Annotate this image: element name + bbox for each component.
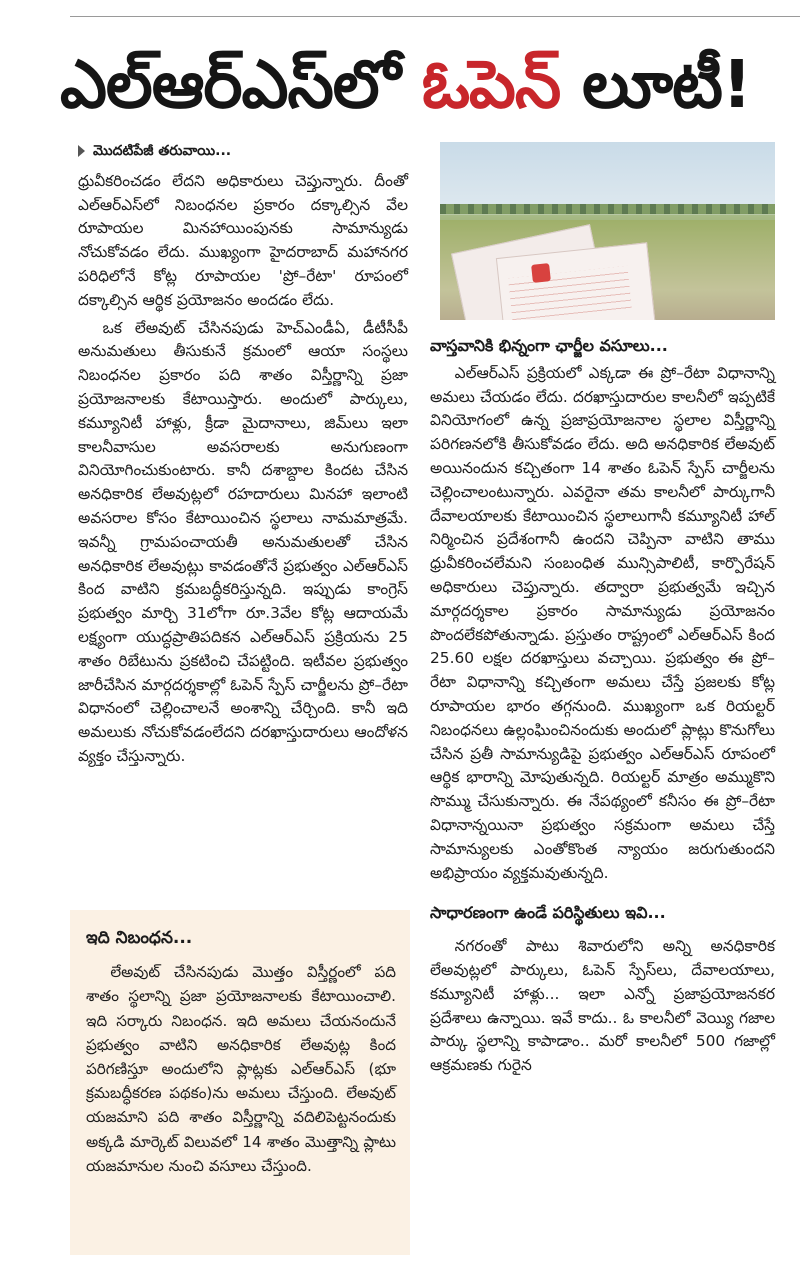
- headline-part-1: ఎల్‌ఆర్‌ఎస్‌లో: [60, 46, 422, 123]
- rule-box-title: ఇది నిబంధన...: [86, 928, 193, 948]
- section-1-title: వాస్తవానికి భిన్నంగా ఛార్జీల వసూలు...: [430, 336, 668, 355]
- section-2-title: సాధారణంగా ఉండే పరిస్థితులు ఇవి...: [430, 903, 666, 923]
- photo-document-stamp: [531, 263, 551, 283]
- arrow-right-icon: [78, 145, 85, 157]
- rule-box: [70, 910, 410, 1255]
- right-column: [430, 334, 775, 1082]
- left-paragraph-1: ధ్రువీకరించడం లేదని అధికారులు చెప్తున్నారు. దీంతో ఎల్‌ఆర్‌ఎస్‌లో నిబంధనల ప్రకారం దక్కాల్సిన వేల రూపాయల మినహాయింపునకు సామాన్యుడు నోచుకోవడం లేదు. ముఖ్యంగా హైదరాబాద్ మహానగర పరిధిలోనే కోట్ల రూపాయల 'ప్రో–రేటా' రూపంలో దక్కాల్సిన ఆర్థిక ప్రయోజనం అందడం లేదు.: [78, 171, 408, 309]
- section-1-text: ఎల్‌ఆర్‌ఎస్ ప్రక్రియలో ఎక్కడా ఈ ప్రో–రేటా విధానాన్ని అమలు చేయడం లేదు. దరఖాస్తుదారుల కాలనీలో ఇప్పటికే వినియోగంలో ఉన్న ప్రజాప్రయోజనాల స్థలాల విస్తీర్ణాన్ని పరిగణనలోకి తీసుకోవడం లేదు. అది అనధికారిక లేఅవుట్ అయినందున కచ్చితంగా 14 శాతం ఓపెన్ స్పేస్ చార్జీలను చెల్లించాలంటున్నారు. ఎవరైనా తమ కాలనీలో పార్కుగానీ దేవాలయాలకు కేటాయించిన స్థలాలుగానీ కమ్యూనిటీ హాల్ నిర్మించిన ప్రదేశంగానీ ఉందని చెప్పినా వాటిని తాము ధ్రువీకరించలేమని సంబంధిత మున్సిపాలిటీ, కార్పొరేషన్ అధికారులు చెప్తున్నారు. తద్వారా ప్రభుత్వమే ఇచ్చిన మార్గదర్శకాల ప్రకారం సామాన్యుడు ప్రయోజనం పొందలేకపోతున్నాడు. ప్రస్తుతం రాష్ట్రంలో ఎల్‌ఆర్‌ఎస్ కింద 25.60 లక్షల దరఖాస్తులు వచ్చాయి. ప్రభుత్వం ఈ ప్రో–రేటా విధానాన్ని కచ్చితంగా అమలు చేస్తే ప్రజలకు కోట్ల రూపాయల భారం తగ్గనుంది. ముఖ్యంగా ఒక రియల్టర్ నిబంధనలు ఉల్లంఘించినందుకు అందులో ప్లాట్లు కొనుగోలు చేసిన ప్రతీ సామాన్యుడిపై ప్రభుత్వం ఎల్‌ఆర్‌ఎస్ రూపంలో ఆర్థిక భారాన్ని మోపుతున్నది. రియల్టర్ మాత్రం అమ్ముకొని సొమ్ము చేసుకున్నారు. ఈ నేపథ్యంలో కనీసం ఈ ప్రో–రేటా విధానాన్నయినా ప్రభుత్వం సక్రమంగా అమలు చేస్తే సామాన్యులకు ఎంతోకొంత న్యాయం జరుగుతుందని అభిప్రాయం వ్యక్తమవుతున్నది.: [430, 363, 775, 882]
- land-plots-with-documents-photo: [440, 142, 775, 320]
- headline-part-3: లూటీ!: [582, 46, 752, 123]
- rule-box-text: లేఅవుట్ చేసినపుడు మొత్తం విస్తీర్ణంలో పది శాతం స్థలాన్ని ప్రజా ప్రయోజనాలకు కేటాయించాలి. ఇది సర్కారు నిబంధన. ఇది అమలు చేయనందునే ప్రభుత్వం వాటిని అనధికారిక లేఅవుట్ల కింద పరిగణిస్తూ అందులోని ప్లాట్లకు ఎల్‌ఆర్‌ఎస్ (భూ క్రమబద్ధీకరణ పథకం)ను అమలు చేస్తుంది. లేఅవుట్ యజమాని పది శాతం విస్తీర్ణాన్ని వదిలిపెట్టనందుకు అక్కడి మార్కెట్ విలువలో 14 శాతం మొత్తాన్ని ప్లాటు యజమానుల నుంచి వసూలు చేస్తుంది.: [86, 963, 396, 1175]
- top-rule: [70, 16, 800, 17]
- left-paragraph-2: ఒక లేఅవుట్ చేసినపుడు హెచ్ఎండీఏ, డీటీసీపీ అనుమతులు తీసుకునే క్రమంలో ఆయా సంస్థలు నిబంధనల ప్రకారం పది శాతం విస్తీర్ణాన్ని ప్రజా ప్రయోజనాలకు కేటాయిస్తారు. అందులో పార్కులు, కమ్యూనిటీ హాళ్లు, క్రీడా మైదానాలు, జిమ్‌లు ఇలా కాలనీవాసుల అవసరాలకు అనుగుణంగా వినియోగించుకుంటారు. కానీ దశాబ్దాల కిందట చేసిన అనధికారిక లేఅవుట్లలో రహదారులు మినహా ఇలాంటి అవసరాల కోసం కేటాయించిన స్థలాలు నామమాత్రమే. ఇవన్నీ గ్రామపంచాయతీ అనుమతులతో చేసిన అనధికారిక లేఅవుట్లు కావడంతోనే ప్రభుత్వం ఎల్‌ఆర్‌ఎస్ కింద వాటిని క్రమబద్ధీకరిస్తున్నది. ఇప్పుడు కాంగ్రెస్ ప్రభుత్వం మార్చి 31లోగా రూ.3వేల కోట్ల ఆదాయమే లక్ష్యంగా యుద్ధప్రాతిపదికన ఎల్‌ఆర్‌ఎస్ ప్రక్రియను 25 శాతం రిబేటును ప్రకటించి చేపట్టింది. ఇటీవల ప్రభుత్వం జారీచేసిన మార్గదర్శకాల్లో ఓపెన్ స్పేస్ చార్జీలను ప్రో–రేటా విధానంలో చెల్లించాలనే అంశాన్ని చేర్చింది. కానీ ఇది అమలుకు నోచుకోవడంలేదని దరఖాస్తుదారులు ఆందోళన వ్యక్తం చేస్తున్నారు.: [78, 318, 408, 765]
- continuation-label: [78, 140, 408, 164]
- photo-tree-line: [440, 204, 775, 214]
- headline: [60, 40, 800, 130]
- continuation-text: మొదటిపేజీ తరువాయి...: [93, 143, 232, 159]
- left-column: [78, 140, 408, 773]
- headline-part-2: ఓపెన్: [421, 46, 583, 123]
- section-2-text: నగరంతో పాటు శివారులోని అన్ని అనధికారిక లేఅవుట్లలో పార్కులు, ఓపెన్ స్పేస్‌లు, దేవాలయాలు, కమ్యూనిటీ హాళ్లు... ఇలా ఎన్నో ప్రజాప్రయోజనకర ప్రదేశాలు ఉన్నాయి. ఇవే కాదు.. ఓ కాలనీలో వెయ్యి గజాల పార్కు స్థలాన్ని కాపాడాం.. మరో కాలనీలో 500 గజాల్లో ఆక్రమణకు గురైన: [430, 937, 775, 1075]
